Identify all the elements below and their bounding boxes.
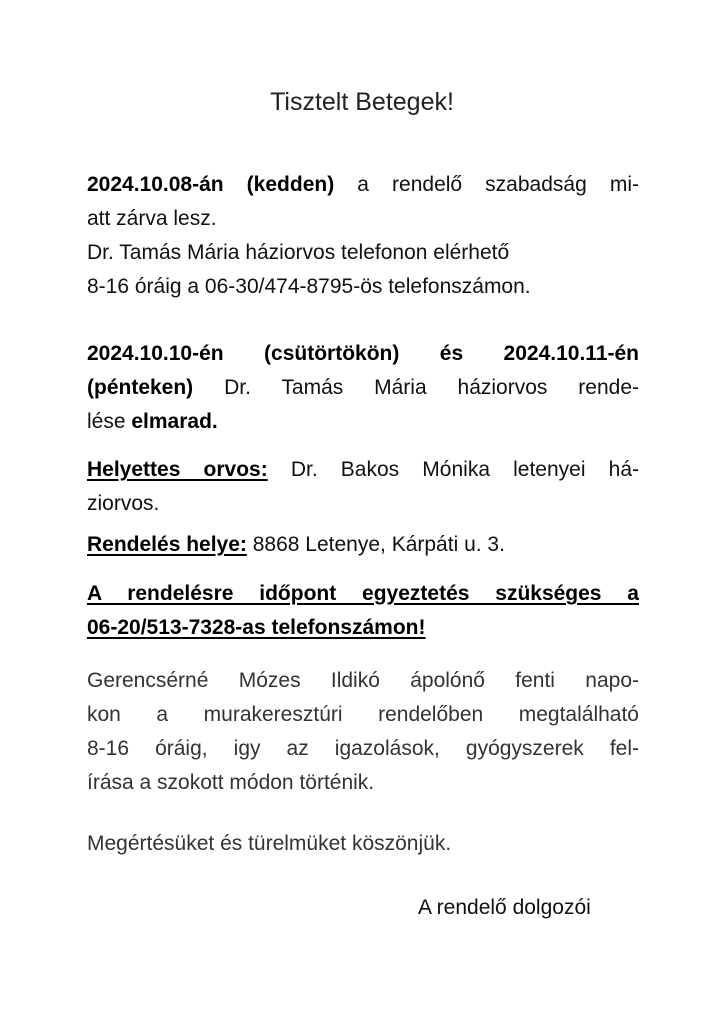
page-title: Tisztelt Betegek! xyxy=(270,88,454,116)
cancellation-dates: 2024.10.10-én (csütörtökön) és 2024.10.11-én xyxy=(87,342,639,365)
office-location: Rendelés helye: 8868 Letenye, Kárpáti u. 3. xyxy=(87,533,505,556)
substitute-doctor: Helyettes orvos: Dr. Bakos Mónika letenyei há- ziorvos. xyxy=(87,458,639,515)
location-label: Rendelés helye: xyxy=(87,533,247,556)
nurse-paragraph: Gerencsérné Mózes Ildikó ápolónő fenti napo- kon a murakeresztúri rendelőben megtalálható 8-16 óráig, igy az igazolások, gyógyszerek fel- írása a szokott módon történik. xyxy=(87,669,639,794)
appointment-notice: A rendelésre időpont egyeztetés szükséges a 06-20/513-7328-as telefonszámon! xyxy=(87,577,639,645)
substitute-label: Helyettes orvos: xyxy=(87,458,268,481)
thanks-line: Megértésüket és türelmüket köszönjük. xyxy=(87,832,452,855)
cancellation-paragraph: 2024.10.10-én (csütörtökön) és 2024.10.11-én (pénteken) Dr. Tamás Mária háziorvos rende- lése elmarad. xyxy=(87,337,639,439)
appointment-phone: 06-20/513-7328-as telefonszámon! xyxy=(87,616,426,639)
closure-date: 2024.10.08-án (kedden) xyxy=(87,173,335,196)
cancelled-label: elmarad. xyxy=(131,410,218,433)
closure-paragraph: 2024.10.08-án (kedden) a rendelő szabadság mi- att zárva lesz. Dr. Tamás Mária háziorvos telefonon elérhető 8-16 óráig a 06-30/474-8795-ös telefonszámon. xyxy=(87,173,639,298)
signature: A rendelő dolgozói xyxy=(418,896,591,919)
